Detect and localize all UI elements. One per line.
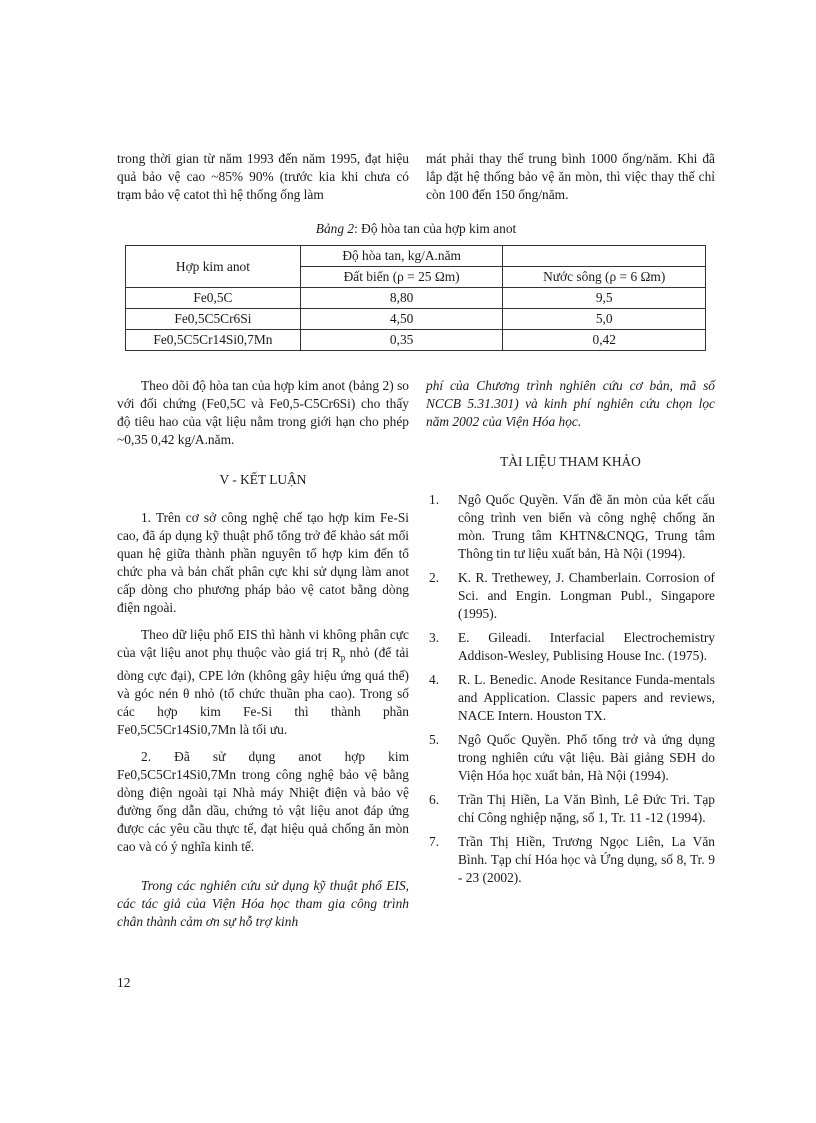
conclusion-point-2: 2. Đã sử dụng anot hợp kim Fe0,5C5Cr14Si0,7Mn trong công nghệ bảo vệ bằng dòng điện ngoài tại Nhà máy Nhiệt điện và bảo vệ đường ống dẫn dầu, chứng tỏ vật liệu anot đáp ứng được các yêu cầu thực tế, đạt hiệu quả chống ăn mòn cao và có ý nghĩa kinh tế. — [117, 748, 409, 854]
left-column — [117, 377, 409, 931]
list-item — [426, 491, 715, 563]
cell-river: 0,42 — [503, 330, 706, 351]
eis-paragraph — [117, 626, 409, 739]
reference-text: Trần Thị Hiền, Trương Ngọc Liên, La Văn Bình. Tạp chí Hóa học và Ứng dụng, số 8, Tr. 9 - 23 (2002). — [458, 834, 715, 885]
reference-number: 1. — [429, 492, 440, 507]
top-left-paragraph: trong thời gian từ năm 1993 đến năm 1995, đạt hiệu quả bảo vệ cao ~85% 90% (trước kia khi chưa có trạm bảo vệ catot thì hệ thống ống làm — [117, 151, 409, 202]
table-row — [126, 309, 706, 330]
reference-number: 2. — [429, 570, 440, 585]
conclusion-point-1: 1. Trên cơ sở công nghệ chế tạo hợp kim Fe-Si cao, đã áp dụng kỹ thuật phổ tổng trở để khảo sát mối quan hệ giữa thành phần nguyên tố hợp kim đến tổ chức pha và bản chất phân cực khi sử dụng làm anot cấp dòng cho phương pháp bảo vệ catot bằng dòng điện ngoài. — [117, 510, 409, 615]
reference-text: Trần Thị Hiền, La Văn Bình, Lê Đức Tri. Tạp chí Công nghiệp nặng, số 1, Tr. 11 -12 (1994). — [458, 792, 715, 825]
cell-river: 9,5 — [503, 288, 706, 309]
header-blank — [503, 246, 706, 267]
reference-text: Ngô Quốc Quyền. Phổ tổng trở và ứng dụng trong nghiên cứu vật liệu. Bài giảng SĐH do Viện Hóa học xuất bản, Hà Nội (1994). — [458, 732, 715, 783]
page-number: 12 — [117, 975, 131, 990]
top-left-column — [117, 150, 409, 204]
list-item — [426, 731, 715, 785]
cell-alloy: Fe0,5C5Cr14Si0,7Mn — [126, 330, 301, 351]
reference-number: 7. — [429, 834, 440, 849]
cell-alloy: Fe0,5C — [126, 288, 301, 309]
eis-text-a: Theo dữ liệu phổ EIS thì hành vi không phân cực của vật liệu anot phụ thuộc vào giá trị R — [117, 627, 409, 660]
cell-alloy: Fe0,5C5Cr6Si — [126, 309, 301, 330]
right-column — [426, 377, 715, 893]
cell-river: 5,0 — [503, 309, 706, 330]
cell-sea: 4,50 — [300, 309, 503, 330]
list-item — [426, 833, 715, 887]
table-discussion-paragraph: Theo dõi độ hòa tan của hợp kim anot (bảng 2) so với đối chứng (Fe0,5C và Fe0,5-C5Cr6Si) cho thấy độ tiêu hao của vật liệu nằm trong giới hạn cho phép ~0,35 0,42 kg/A.năm. — [117, 378, 409, 447]
eis-text-b: nhỏ (để tải dòng cực đại), CPE lớn (không gây hiệu ứng quá thế) và góc nén θ nhỏ (tổ chức thuần pha cao). Trong số các hợp kim Fe-Si thì thành phần Fe0,5C5Cr14Si0,7Mn là tối ưu. — [117, 645, 409, 737]
reference-number: 3. — [429, 630, 440, 645]
table-row — [126, 330, 706, 351]
reference-text: R. L. Benedic. Anode Resitance Funda-mentals and Application. Classic papers and reviews, NACE Intern. Houston TX. — [458, 672, 715, 723]
table-caption-text: : Độ hòa tan của hợp kim anot — [354, 221, 517, 236]
list-item — [426, 629, 715, 665]
solubility-table — [125, 245, 706, 351]
reference-number: 6. — [429, 792, 440, 807]
header-alloy: Hợp kim anot — [126, 246, 301, 288]
table-row — [126, 288, 706, 309]
table-header-row — [126, 246, 706, 267]
conclusion-heading: V - KẾT LUẬN — [219, 472, 307, 487]
references-heading: TÀI LIỆU THAM KHẢO — [500, 454, 641, 469]
reference-number: 4. — [429, 672, 440, 687]
list-item — [426, 791, 715, 827]
header-solubility: Độ hòa tan, kg/A.năm — [300, 246, 503, 267]
acknowledgement-continued: phí của Chương trình nghiên cứu cơ bản, mã số NCCB 5.31.301) và kinh phí nghiên cứu chọn lọc năm 2002 của Viện Hóa học. — [426, 378, 715, 429]
acknowledgement-paragraph: Trong các nghiên cứu sử dụng kỹ thuật phổ EIS, các tác giả của Viện Hóa học tham gia công trình chân thành cảm ơn sự hỗ trợ kinh — [117, 877, 409, 929]
header-river-water: Nước sông (ρ = 6 Ωm) — [503, 267, 706, 288]
top-right-paragraph: mát phải thay thế trung bình 1000 ống/năm. Khi đã lắp đặt hệ thống bảo vệ ăn mòn, thì việc thay thế chỉ còn 100 đến 150 ống/năm. — [426, 151, 715, 202]
list-item — [426, 671, 715, 725]
reference-number: 5. — [429, 732, 440, 747]
cell-sea: 0,35 — [300, 330, 503, 351]
table-caption — [117, 221, 715, 237]
top-right-column — [426, 150, 715, 204]
table-caption-label: Bảng 2 — [315, 221, 355, 236]
list-item — [426, 569, 715, 623]
cell-sea: 8,80 — [300, 288, 503, 309]
reference-text: Ngô Quốc Quyền. Vấn đề ăn mòn của kết cấu công trình ven biển và công nghệ chống ăn mòn. Trung tâm KHTN&CNQG, Trung tâm Thông tin tư liệu xuất bản, Hà Nội (1994). — [458, 492, 715, 561]
header-sea-soil: Đất biển (ρ = 25 Ωm) — [300, 267, 503, 288]
reference-list — [426, 491, 715, 887]
reference-text: K. R. Trethewey, J. Chamberlain. Corrosion of Sci. and Engin. Longman Publ., Singapore (1995). — [458, 570, 715, 621]
reference-text: E. Gileadi. Interfacial Electrochemistry Addison-Wesley, Publising House Inc. (1975). — [458, 630, 715, 663]
eis-subscript: p — [340, 652, 346, 663]
